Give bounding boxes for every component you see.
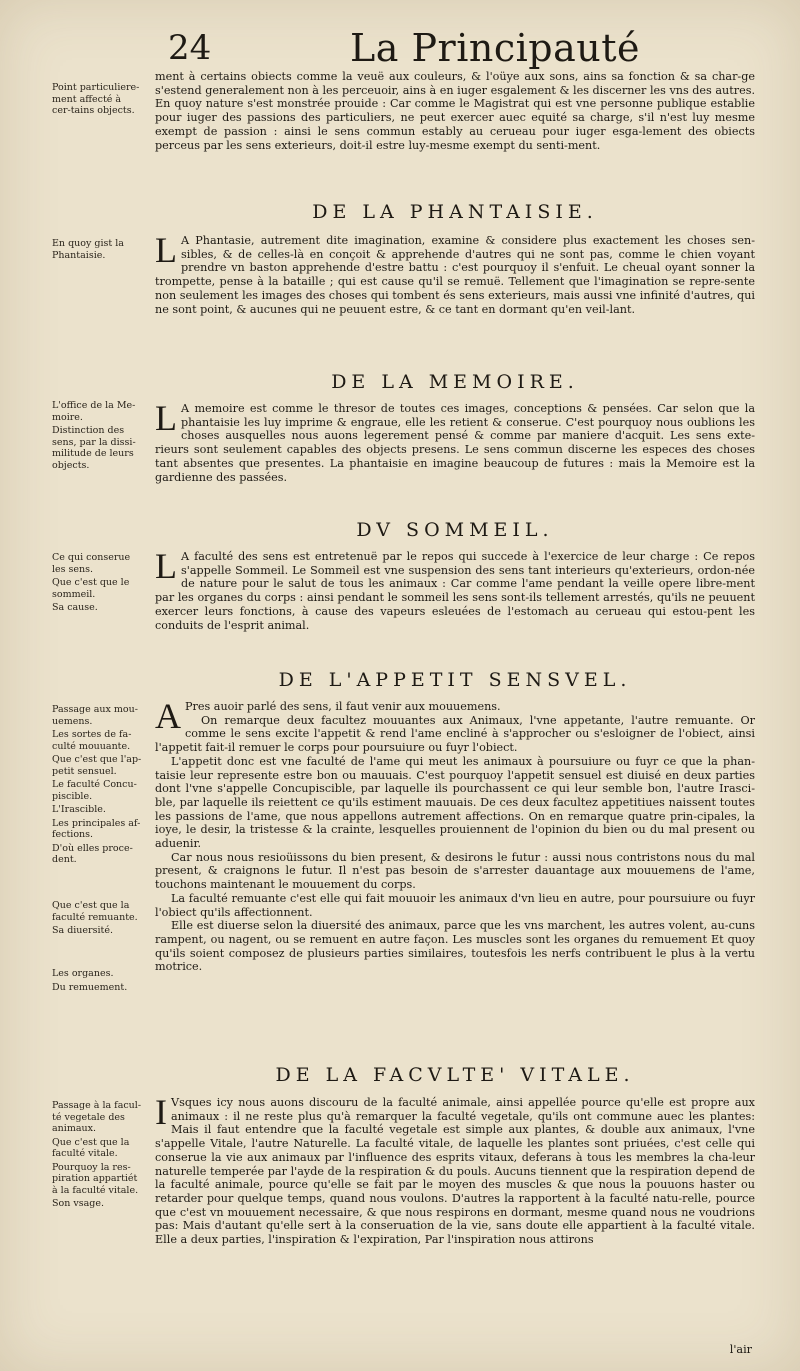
margin-note: L'Irascible.	[52, 804, 106, 815]
page-number: 24	[168, 28, 212, 68]
margin-note: Que c'est que l'ap-petit sensuel.	[52, 754, 142, 777]
paragraph: L'appetit donc est vne faculté de l'ame qui meut les animaux à poursuiure ou fuyr ce que la phan-taisie leur represente estre bon ou mauuais. C'est pourquoy l'appetit sensuel est diuisé en deux parties dont l'vne s'appelle Concupiscible, par laquelle ils pourchassent ce qui leur semble bon, l'autre Irasci-ble, par laquelle ils reiettent ce qu'ils estiment mauuais. De ces deux facultez appetitiues naissent toutes les passions de l'ame, que nous appellons autrement affections. On en remarque quatre prin-cipales, la ioye, le desir, la tristesse & la crainte, lesquelles prouiennent de l'opinion du bien ou du mal present ou aduenir.	[155, 754, 755, 851]
margin-note: Que c'est que la faculté remuante.	[52, 900, 138, 923]
drop-cap: L	[155, 398, 177, 438]
margin-note: Passage à la facul-té vegetale des animaux.	[52, 1100, 142, 1134]
running-title: La Principauté	[350, 26, 640, 70]
section-vitale	[155, 1092, 755, 1247]
paragraph: La faculté remuante c'est elle qui fait mouuoir les animaux d'vn lieu en autre, pour poursuiure ou fuyr l'obiect qu'ils affectionnent.	[155, 891, 755, 919]
margin-note: Les principales af-fections.	[52, 817, 141, 840]
paragraph: A memoire est comme le thresor de toutes ces images, conceptions & pensées. Car selon que la phantaisie les luy imprime & engraue, elle les retient & conserue. C'est pourquoy nous oublions les choses ausquelles nous auons legerement pensé & comme par maniere d'acquit. Les sens exte-rieurs sont seulement capables des objects presens. Le sens commun discerne les especes des choses tant absentes que presentes. La phantaisie en imagine beaucoup de futures : mais la Memoire est la gardienne des passées.	[155, 402, 755, 484]
margin-notes-intro	[52, 82, 142, 119]
paragraph: Pres auoir parlé des sens, il faut venir aux mouuemens.	[185, 700, 501, 713]
margin-note: Passage aux mou-uemens.	[52, 704, 138, 727]
heading-memoire: DE LA MEMOIRE.	[331, 371, 579, 393]
section-intro	[155, 70, 755, 152]
margin-note: Que c'est que le sommeil.	[52, 577, 130, 600]
margin-note: Distinction des sens, par la dissi-militude de leurs objects.	[52, 425, 136, 471]
margin-note: Sa cause.	[52, 602, 98, 613]
margin-notes-memoire	[52, 400, 142, 473]
margin-note: Ce qui conserue les sens.	[52, 552, 131, 575]
margin-note: Que c'est que la faculté vitale.	[52, 1136, 130, 1159]
margin-notes-appetit-3	[52, 968, 142, 995]
heading-sommeil: DV SOMMEIL.	[356, 519, 554, 541]
margin-note: D'où elles proce-dent.	[52, 842, 133, 865]
section-phantaisie	[155, 230, 755, 316]
margin-note: Les sortes de fa-culté mouuante.	[52, 729, 132, 752]
margin-notes-phantaisie	[52, 238, 142, 263]
drop-cap: L	[155, 546, 177, 586]
paragraph: A Phantasie, autrement dite imagination, examine & considere plus exactement les choses sen-sibles, & de celles-là en conçoit & apprehende d'autres qui ne sont pas, comme le chien voyant prendre vn baston apprehende d'estre battu : c'est pourquoy il s'enfuit. Le cheual oyant sonner la trompette, pense à la bataille ; qui est cause qu'il se remuë. Tellement que l'imagination se repre-sente non seulement les images des choses qui tombent és sens exterieurs, mais aussi vne infinité d'autres, qui ne sont point, & aucunes qui ne peuuent estre, & ce tant en dormant qu'en veil-lant.	[155, 234, 755, 316]
heading-vitale: DE LA FACVLTE' VITALE.	[275, 1064, 635, 1086]
heading-phantaisie: DE LA PHANTAISIE.	[312, 201, 598, 223]
paragraph: Vsques icy nous auons discouru de la faculté animale, ainsi appellée pource qu'elle est propre aux animaux : il ne reste plus qu'à remarquer la faculté vegetale, qu'ils ont commune auec les plantes: Mais il faut entendre que la faculté vegetale est simple aux plantes, & double aux animaux, l'vne s'appelle Vitale, l'autre Naturelle. La faculté vitale, de laquelle les plantes sont priuées, c'est celle qui conserue la vie aux animaux par l'influence des esprits vitaux, deferans à tous les membres la cha-leur naturelle temperée par l'ayde de la respiration & du pouls. Aucuns tiennent que la respiration depend de la faculté animale, pource qu'elle se fait par le moyen des muscles & que nous la pouuons haster ou retarder pour quelque temps, quand nous voulons. D'autres la rapportent à la faculté natu-relle, pource que c'est vn mouuement necessaire, & que nous respirons en dormant, mesme quand nous ne voudrions pas: Mais d'autant qu'elle sert à la conseruation de la vie, sans doute elle appartient à la faculté vitale. Elle a deux parties, l'inspiration & l'expiration, Par l'inspiration nous attirons	[155, 1096, 755, 1247]
drop-cap: A	[155, 696, 181, 736]
section-sommeil	[155, 546, 755, 632]
margin-note: Sa diuersité.	[52, 925, 113, 936]
paragraph: Elle est diuerse selon la diuersité des animaux, parce que les vns marchent, les autres volent, au-cuns rampent, ou nagent, ou se remuent en autre façon. Les muscles sont les organes du remuement Et quoy qu'ils soient composez de plusieurs parties similaires, toutesfois les nerfs contribuent le plus à la vertu motrice.	[155, 919, 755, 974]
margin-note: Le faculté Concu-piscible.	[52, 779, 137, 802]
margin-note: L'office de la Me-moire.	[52, 400, 136, 423]
heading-appetit: DE L'APPETIT SENSVEL.	[278, 669, 632, 691]
drop-cap: I	[155, 1092, 167, 1132]
section-appetit	[155, 696, 755, 974]
paragraph: ment à certains obiects comme la veuë aux couleurs, & l'oüye aux sons, ains sa fonction & sa char-ge s'estend generalement non à les perceuoir, ains à en iuger esgalement & les discerner les vns des autres. En quoy nature s'est monstrée prouide : Car comme le Magistrat qui est vne personne publique establie pour iuger des passions des particuliers, ne peut exercer auec equité sa charge, s'il n'est luy mesme exempt de passion : ainsi le sens commun estably au cerueau pour iuger esga-lement des obiects perceus par les sens exterieurs, doit-il estre luy-mesme exempt du senti-ment.	[155, 70, 755, 152]
margin-notes-sommeil	[52, 552, 142, 616]
drop-cap: L	[155, 230, 177, 270]
catchword: l'air	[729, 1343, 752, 1356]
margin-note: Point particuliere-ment affecté à cer-tains objects.	[52, 82, 140, 116]
section-memoire	[155, 398, 755, 484]
paragraph: Car nous nous resioüissons du bien present, & desirons le futur : aussi nous contristons nous du mal present, & craignons le futur. Il n'est pas besoin de s'arrester dauantage aux mouuemens de l'ame, touchons maintenant le mouuement du corps.	[155, 850, 755, 892]
paragraph: On remarque deux facultez mouuantes aux Animaux, l'vne appetante, l'autre remuante. Or comme le sens excite l'appetit & rend l'ame encliné à s'approcher ou s'esloigner de l'obiect, ainsi l'appetit fait-il remuer le corps pour poursuiure ou fuyr l'obiect.	[155, 713, 755, 755]
margin-notes-vitale	[52, 1100, 142, 1212]
margin-note: Pourquoy la res-piration appartiét à la faculté vitale.	[52, 1161, 139, 1196]
paragraph: A faculté des sens est entretenuë par le repos qui succede à l'exercice de leur charge : Ce repos s'appelle Sommeil. Le Sommeil est vne suspension des sens tant interieurs qu'exterieurs, ordon-née de nature pour le salut de tous les animaux : Car comme l'ame pendant la veille opere libre-ment par les organes du corps : ainsi pendant le sommeil les sens sont-ils tellement arrestés, qu'ils ne peuuent exercer leurs fonctions, à cause des vapeurs esleuées de l'estomach au cerueau qui estou-pent les conduits de l'esprit animal.	[155, 550, 755, 632]
margin-note: Son vsage.	[52, 1198, 104, 1209]
margin-note: Les organes.	[52, 968, 114, 979]
margin-note: Du remuement.	[52, 981, 128, 993]
margin-note: En quoy gist la Phantaisie.	[52, 238, 124, 261]
margin-notes-appetit-1	[52, 704, 142, 868]
margin-notes-appetit-2	[52, 900, 142, 939]
